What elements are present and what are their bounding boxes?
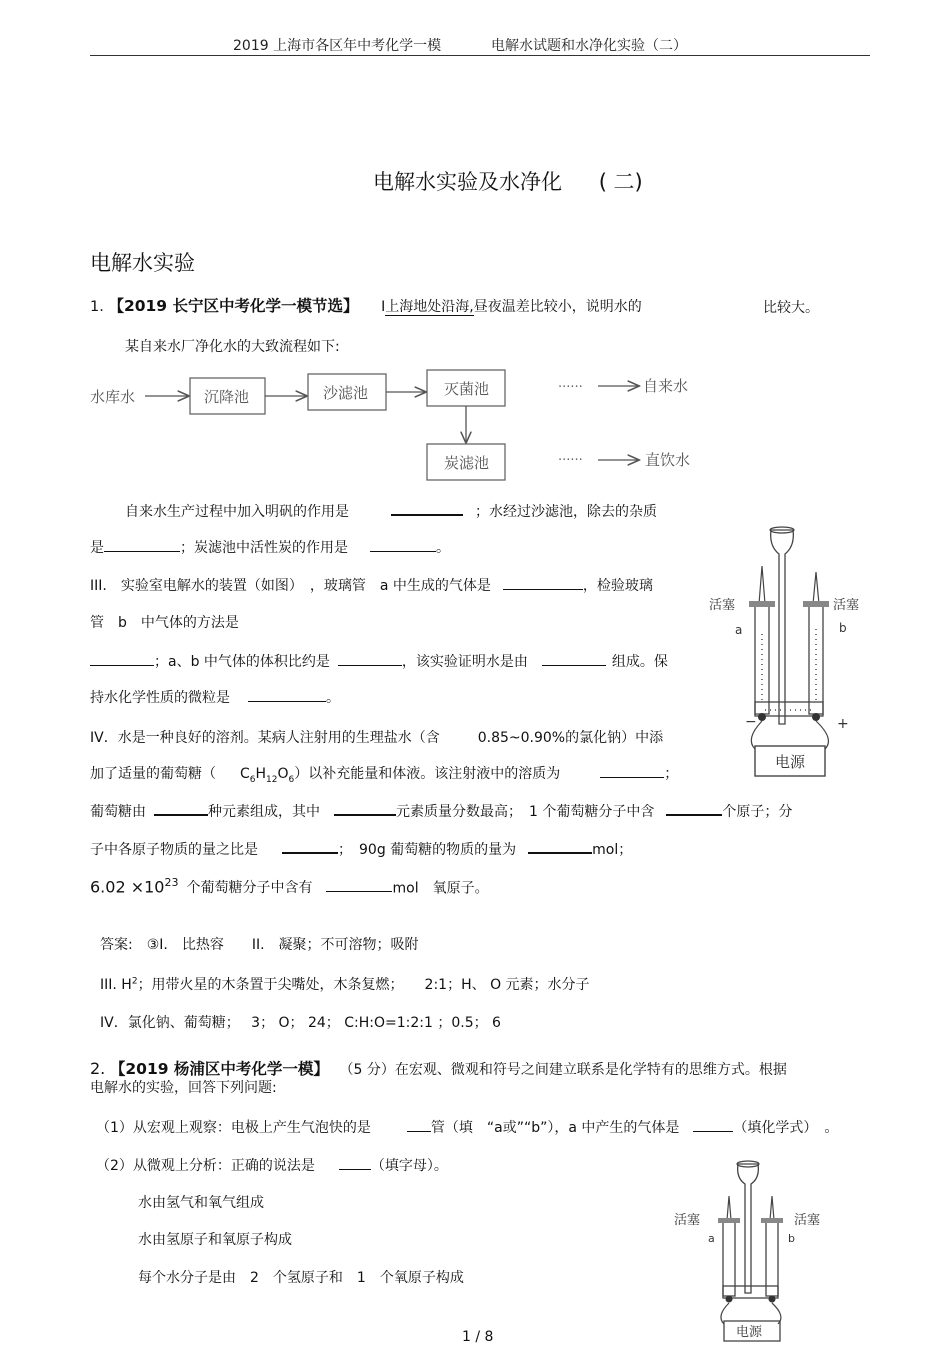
q1-ii-line1 xyxy=(125,499,657,521)
q1-iii-blank-1[interactable] xyxy=(503,574,583,590)
answer-line2 xyxy=(100,974,590,994)
q1-iii-text-e: ，该实验证明水是由 xyxy=(401,654,528,670)
q1-ii-text-b: ；水经过沙滤池，除去的杂质 xyxy=(475,504,657,520)
q2-intro: （5 分）在宏观、微观和符号之间建立联系是化学特有的思维方式。根据 xyxy=(339,1062,787,1078)
q1-line1 xyxy=(90,294,642,316)
label-plus: + xyxy=(837,716,849,732)
flow-step-2: 沙滤池 xyxy=(323,384,369,402)
q1-iv-text-a: IV．水是一种良好的溶剂。某病人注射用的生理盐水（含 xyxy=(90,730,440,746)
q1-iv-text-avo-end: mol 氧原子。 xyxy=(392,880,489,897)
q1-part1-prefix: I xyxy=(381,299,386,315)
q1-source: 【2019 长宁区中考化学一模节选】 xyxy=(108,297,359,315)
valve-left xyxy=(749,601,775,607)
formula-o-sub: 6 xyxy=(288,774,295,785)
q1-iv-text-m: mol； xyxy=(592,842,633,858)
formula-o: O xyxy=(277,766,289,782)
q1-iii-text-b: ，检验玻璃 xyxy=(582,578,653,594)
label-b: b xyxy=(839,621,847,635)
flow-step-1: 沉降池 xyxy=(204,388,250,406)
q1-iv-text-k: 子中各原子物质的量之比是 xyxy=(90,842,258,858)
section-heading: 电解水实验 xyxy=(90,251,195,275)
q1-ii-text-d: ；炭滤池中活性炭的作用是 xyxy=(180,540,348,556)
q1-iii-blank-4[interactable] xyxy=(542,650,606,666)
power-label: 电源 xyxy=(775,753,806,771)
q1-iii-line3 xyxy=(90,650,668,671)
q1-iv-blank-1[interactable] xyxy=(600,762,664,778)
q1-iv-line2 xyxy=(90,762,678,785)
flow-output-2: 直饮水 xyxy=(645,451,691,469)
q1-ii-text-a: 自来水生产过程中加入明矾的作用是 xyxy=(125,504,349,520)
avogadro-base: 6.02 ×10 xyxy=(90,877,165,897)
avogadro-exponent: 23 xyxy=(164,876,179,889)
q1-ii-text-e: 。 xyxy=(436,540,450,556)
formula-c: C xyxy=(240,766,250,782)
q2-option-1: 水由氢气和氧气组成 xyxy=(138,1195,264,1211)
q1-iii-text-h: 。 xyxy=(326,690,340,706)
valve-label-left: 活塞 xyxy=(709,598,736,613)
q1-iv-blank-6[interactable] xyxy=(528,837,592,854)
q1-iv-text-g: 葡萄糖由 xyxy=(90,804,146,820)
q1-iv-text-i: 元素质量分数最高； 1 个葡萄糖分子中含 xyxy=(396,804,655,820)
q2-p1-text-a: （1）从宏观上观察：电极上产生气泡快的是 xyxy=(96,1120,371,1136)
q1-iii-line2: 管 b 中气体的方法是 xyxy=(90,615,239,631)
header-right: 电解水试题和水净化实验（二） xyxy=(491,38,687,54)
valve-2-left xyxy=(718,1218,740,1223)
label-a: a xyxy=(735,623,743,637)
doc-title-paren: ( 二) xyxy=(598,170,643,194)
q1-iii-text-a: III. 实验室电解水的装置（如图） ，玻璃管 a 中生成的气体是 xyxy=(90,578,491,594)
q1-part1-underlined: 上海地处沿海, xyxy=(385,299,474,315)
q1-iv-blank-5[interactable] xyxy=(282,837,338,854)
q1-iv-text-avo: 个葡萄糖分子中含有 xyxy=(186,880,313,897)
q1-ii-blank-3[interactable] xyxy=(370,536,436,552)
q1-iii-line1 xyxy=(90,574,653,595)
q1-iii-text-d: ；a、b 中气体的体积比约是 xyxy=(154,654,330,670)
formula-h-sub: 12 xyxy=(266,774,278,785)
tube-2-a xyxy=(723,1220,735,1296)
answer-l2-b: ；用带火星的木条置于尖嘴处，木条复燃； 2:1；H、 O 元素；水分子 xyxy=(137,977,590,993)
q1-iii-line4 xyxy=(90,686,340,707)
electrode-right xyxy=(812,713,820,721)
tube-2-b xyxy=(766,1220,778,1296)
funnel xyxy=(771,530,794,724)
q2-source: 【2019 杨浦区中考化学一模】 xyxy=(109,1060,329,1078)
valve-right xyxy=(803,601,829,607)
q1-iii-blank-2[interactable] xyxy=(90,650,154,666)
formula-c-sub: 6 xyxy=(249,774,256,785)
answer-l2-sub: 2 xyxy=(131,976,138,987)
q2-line2: 电解水的实验，回答下列问题: xyxy=(90,1080,277,1096)
tube-a-tip xyxy=(759,566,765,604)
q1-ii-blank-2[interactable] xyxy=(104,536,180,552)
q1-ii-blank-1[interactable] xyxy=(391,499,463,516)
page-number: 1 / 8 xyxy=(462,1329,494,1345)
q2-p2-text-b: （填字母）。 xyxy=(370,1158,448,1174)
header-rule xyxy=(90,55,870,56)
electrode-2-left xyxy=(726,1296,733,1303)
q2-p2 xyxy=(96,1154,448,1175)
flow-dots-1: ······ xyxy=(558,380,583,395)
valve-label-right: 活塞 xyxy=(833,598,860,613)
flow-dots-2: ······ xyxy=(558,453,583,468)
q2-line1 xyxy=(90,1057,787,1079)
q2-p2-text-a: （2）从微观上分析：正确的说法是 xyxy=(96,1158,315,1174)
header-left: 2019 上海市各区年中考化学一模 xyxy=(233,38,442,54)
doc-title xyxy=(373,166,643,196)
label-2-a: a xyxy=(708,1232,715,1245)
water-flow-diagram xyxy=(88,364,708,489)
electrode-left xyxy=(758,713,766,721)
q1-iv-blank-3[interactable] xyxy=(334,799,396,816)
q1-ii-text-c: 是 xyxy=(90,540,104,556)
q1-iv-line5 xyxy=(90,876,489,897)
q1-iv-text-e: ）以补充能量和体液。该注射液中的溶质为 xyxy=(294,766,561,782)
q1-iii-text-f: 组成。保 xyxy=(611,654,668,670)
q1-iv-line3 xyxy=(90,799,792,821)
valve-2-label-right: 活塞 xyxy=(794,1213,821,1228)
power-label-2: 电源 xyxy=(736,1325,763,1340)
q1-part1-rest: 昼夜温差比较小，说明水的 xyxy=(473,299,642,315)
answer-line3: IV．氯化钠、葡萄糖； 3； O； 24； C:H:O=1:2:1 ；0.5； 6 xyxy=(100,1015,501,1031)
q1-iv-line1 xyxy=(90,727,663,747)
q2-option-2: 水由氢原子和氧原子构成 xyxy=(138,1232,292,1248)
tube-b-tip xyxy=(813,572,819,604)
q2-p1-blank-1[interactable] xyxy=(407,1116,431,1132)
q1-iv-text-b: 0.85~0.90% xyxy=(477,730,566,746)
doc-title-main: 电解水实验及水净化 xyxy=(373,170,562,194)
q1-iv-text-j: 个原子；分 xyxy=(722,804,793,820)
valve-2-label-left: 活塞 xyxy=(674,1213,701,1228)
q1-iv-blank-7[interactable] xyxy=(326,876,392,892)
q2-option-3: 每个水分子是由 2 个氢原子和 1 个氧原子构成 xyxy=(138,1270,464,1286)
flow-step-3: 灭菌池 xyxy=(444,380,490,398)
q1-iv-blank-2[interactable] xyxy=(154,799,208,816)
tube-2-b-tip xyxy=(770,1196,774,1220)
tube-2-a-tip xyxy=(727,1196,731,1220)
q1-intro: 某自来水厂净化水的大致流程如下: xyxy=(125,339,340,355)
electrolysis-apparatus-1 xyxy=(705,524,865,784)
q1-ii-line2 xyxy=(90,536,450,557)
q2-p1-text-b: 管（填 “a或”“b”），a 中产生的气体是 xyxy=(430,1120,680,1136)
flow-step-4: 炭滤池 xyxy=(444,454,490,472)
flow-output-1: 自来水 xyxy=(643,377,689,395)
q1-iii-blank-3[interactable] xyxy=(338,650,402,666)
q1-iv-text-d: 加了适量的葡萄糖（ xyxy=(90,766,216,782)
q2-p1-text-c: （填化学式） 。 xyxy=(733,1120,839,1136)
q1-iii-blank-5[interactable] xyxy=(248,686,326,702)
flow-source: 水库水 xyxy=(90,388,136,406)
funnel-2 xyxy=(738,1164,759,1293)
q2-p1 xyxy=(96,1116,838,1137)
q1-number: 1. xyxy=(90,299,104,315)
valve-2-right xyxy=(761,1218,783,1223)
wire-right xyxy=(816,721,828,749)
label-2-b: b xyxy=(788,1232,795,1245)
formula-h: H xyxy=(255,766,267,782)
answer-l2-a: III. H xyxy=(100,977,132,993)
electrode-2-right xyxy=(769,1296,776,1303)
q1-iv-text-l: ； 90g 葡萄糖的物质的量为 xyxy=(338,842,517,858)
label-minus: − xyxy=(745,714,757,730)
q2-number: 2. xyxy=(90,1059,106,1078)
q1-iv-text-c: 的氯化钠）中添 xyxy=(565,730,664,746)
q1-iii-text-g: 持水化学性质的微粒是 xyxy=(90,690,230,706)
q1-part1-end: 比较大。 xyxy=(763,300,819,316)
q2-p1-blank-2[interactable] xyxy=(693,1116,733,1132)
answer-line1: 答案: ③I. 比热容 II. 凝聚；不可溶物；吸附 xyxy=(100,937,419,953)
q1-iv-text-h: 种元素组成，其中 xyxy=(208,804,320,820)
electrolysis-apparatus-2 xyxy=(668,1158,838,1343)
glucose-formula xyxy=(240,766,295,785)
q2-p2-blank[interactable] xyxy=(339,1154,371,1170)
q1-iv-text-f: ； xyxy=(664,766,679,782)
q1-iv-blank-4[interactable] xyxy=(666,799,722,816)
q1-iv-line4 xyxy=(90,837,632,859)
